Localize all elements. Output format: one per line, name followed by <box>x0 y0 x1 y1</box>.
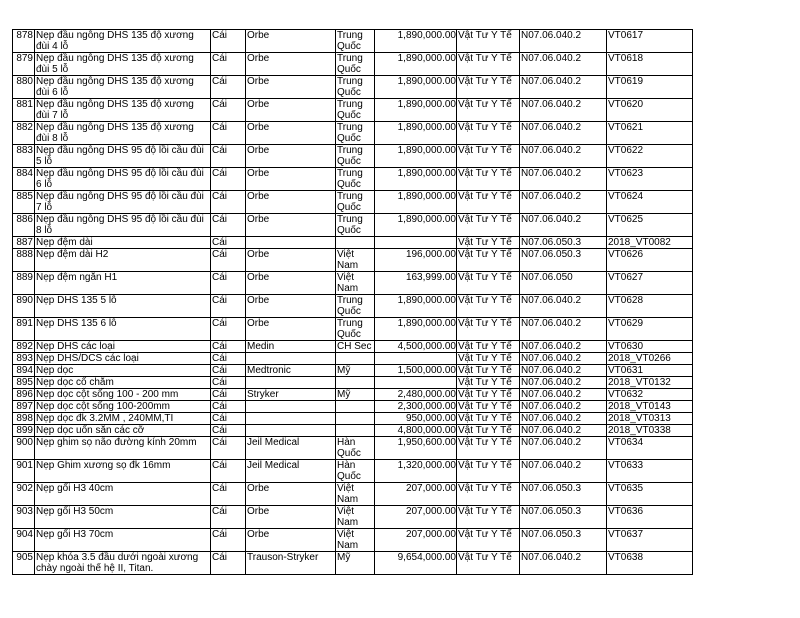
item-name: Nẹp gối H3 50cm <box>35 506 211 529</box>
unit-cell: Cái <box>211 460 246 483</box>
table-row <box>13 191 693 214</box>
table-row <box>13 483 693 506</box>
category-cell: Vật Tư Y Tế <box>457 99 520 122</box>
item-id-cell: 2018_VT0143 <box>607 401 693 413</box>
table-row <box>13 53 693 76</box>
item-name: Nẹp đầu ngỗng DHS 135 độ xương đùi 8 lỗ <box>35 122 211 145</box>
unit-cell: Cái <box>211 30 246 53</box>
category-cell: Vật Tư Y Tế <box>457 413 520 425</box>
item-name: Nẹp dọc cột sống 100 - 200 mm <box>35 389 211 401</box>
brand-cell: Orbe <box>246 318 336 341</box>
unit-cell: Cái <box>211 249 246 272</box>
unit-cell: Cái <box>211 99 246 122</box>
origin-cell: Trung Quốc <box>336 295 375 318</box>
origin-cell: Trung Quốc <box>336 318 375 341</box>
brand-cell <box>246 413 336 425</box>
price-cell: 4,500,000.00 <box>375 341 457 353</box>
table-row <box>13 529 693 552</box>
item-id-cell: VT0625 <box>607 214 693 237</box>
table-row <box>13 413 693 425</box>
row-number: 885 <box>13 191 35 214</box>
code-cell: N07.06.040.2 <box>520 30 607 53</box>
price-cell: 2,480,000.00 <box>375 389 457 401</box>
item-name: Nẹp ghim sọ não đường kính 20mm <box>35 437 211 460</box>
unit-cell: Cái <box>211 318 246 341</box>
item-id-cell: VT0634 <box>607 437 693 460</box>
origin-cell <box>336 413 375 425</box>
row-number: 891 <box>13 318 35 341</box>
origin-cell: Trung Quốc <box>336 122 375 145</box>
price-cell: 1,890,000.00 <box>375 122 457 145</box>
category-cell: Vật Tư Y Tế <box>457 460 520 483</box>
unit-cell: Cái <box>211 272 246 295</box>
price-cell: 9,654,000.00 <box>375 552 457 575</box>
price-cell: 1,890,000.00 <box>375 145 457 168</box>
item-id-cell: VT0627 <box>607 272 693 295</box>
price-cell: 1,890,000.00 <box>375 214 457 237</box>
row-number: 879 <box>13 53 35 76</box>
unit-cell: Cái <box>211 122 246 145</box>
table-row <box>13 249 693 272</box>
item-name: Nẹp DHS các loại <box>35 341 211 353</box>
brand-cell: Orbe <box>246 249 336 272</box>
brand-cell <box>246 353 336 365</box>
row-number: 878 <box>13 30 35 53</box>
item-id-cell: 2018_VT0266 <box>607 353 693 365</box>
brand-cell: Trauson-Stryker <box>246 552 336 575</box>
unit-cell: Cái <box>211 401 246 413</box>
origin-cell: Trung Quốc <box>336 191 375 214</box>
category-cell: Vật Tư Y Tế <box>457 249 520 272</box>
origin-cell <box>336 377 375 389</box>
origin-cell: Trung Quốc <box>336 99 375 122</box>
category-cell: Vật Tư Y Tế <box>457 365 520 377</box>
origin-cell <box>336 353 375 365</box>
item-id-cell: 2018_VT0338 <box>607 425 693 437</box>
category-cell: Vật Tư Y Tế <box>457 506 520 529</box>
price-cell: 1,890,000.00 <box>375 295 457 318</box>
origin-cell: Hàn Quốc <box>336 437 375 460</box>
category-cell: Vật Tư Y Tế <box>457 552 520 575</box>
category-cell: Vật Tư Y Tế <box>457 529 520 552</box>
item-name: Nẹp DHS/DCS các loại <box>35 353 211 365</box>
origin-cell: Việt Nam <box>336 529 375 552</box>
category-cell: Vật Tư Y Tế <box>457 437 520 460</box>
row-number: 894 <box>13 365 35 377</box>
origin-cell: Mỹ <box>336 389 375 401</box>
origin-cell: Việt Nam <box>336 483 375 506</box>
row-number: 888 <box>13 249 35 272</box>
category-cell: Vật Tư Y Tế <box>457 425 520 437</box>
category-cell: Vật Tư Y Tế <box>457 145 520 168</box>
unit-cell: Cái <box>211 168 246 191</box>
brand-cell: Jeil Medical <box>246 437 336 460</box>
origin-cell <box>336 401 375 413</box>
row-number: 881 <box>13 99 35 122</box>
item-id-cell: VT0629 <box>607 318 693 341</box>
item-id-cell: VT0631 <box>607 365 693 377</box>
item-id-cell: VT0622 <box>607 145 693 168</box>
item-name: Nẹp đầu ngỗng DHS 135 độ xương đùi 6 lỗ <box>35 76 211 99</box>
item-name: Nẹp đầu ngỗng DHS 95 độ lồi cầu đùi 6 lỗ <box>35 168 211 191</box>
price-cell: 207,000.00 <box>375 483 457 506</box>
brand-cell: Orbe <box>246 483 336 506</box>
code-cell: N07.06.040.2 <box>520 425 607 437</box>
row-number: 890 <box>13 295 35 318</box>
code-cell: N07.06.040.2 <box>520 76 607 99</box>
row-number: 884 <box>13 168 35 191</box>
item-id-cell: 2018_VT0313 <box>607 413 693 425</box>
unit-cell: Cái <box>211 191 246 214</box>
table-row <box>13 365 693 377</box>
item-id-cell: VT0635 <box>607 483 693 506</box>
code-cell: N07.06.040.2 <box>520 99 607 122</box>
unit-cell: Cái <box>211 552 246 575</box>
item-id-cell: VT0638 <box>607 552 693 575</box>
brand-cell: Orbe <box>246 30 336 53</box>
unit-cell: Cái <box>211 237 246 249</box>
item-id-cell: VT0624 <box>607 191 693 214</box>
item-name: Nẹp đệm dài H2 <box>35 249 211 272</box>
price-cell: 207,000.00 <box>375 506 457 529</box>
origin-cell <box>336 425 375 437</box>
code-cell: N07.06.040.2 <box>520 214 607 237</box>
unit-cell: Cái <box>211 365 246 377</box>
item-name: Nẹp Ghim xương sọ đk 16mm <box>35 460 211 483</box>
unit-cell: Cái <box>211 413 246 425</box>
table-row <box>13 272 693 295</box>
item-name: Nẹp đệm dài <box>35 237 211 249</box>
code-cell: N07.06.040.2 <box>520 401 607 413</box>
origin-cell: CH Sec <box>336 341 375 353</box>
brand-cell: Orbe <box>246 529 336 552</box>
category-cell: Vật Tư Y Tế <box>457 377 520 389</box>
brand-cell: Orbe <box>246 53 336 76</box>
category-cell: Vật Tư Y Tế <box>457 76 520 99</box>
item-id-cell: VT0630 <box>607 341 693 353</box>
code-cell: N07.06.040.2 <box>520 295 607 318</box>
table-row <box>13 145 693 168</box>
item-name: Nẹp đầu ngỗng DHS 135 độ xương đùi 7 lỗ <box>35 99 211 122</box>
row-number: 893 <box>13 353 35 365</box>
row-number: 887 <box>13 237 35 249</box>
item-id-cell: VT0620 <box>607 99 693 122</box>
row-number: 901 <box>13 460 35 483</box>
brand-cell: Orbe <box>246 122 336 145</box>
code-cell: N07.06.040.2 <box>520 377 607 389</box>
unit-cell: Cái <box>211 377 246 389</box>
row-number: 892 <box>13 341 35 353</box>
brand-cell: Orbe <box>246 506 336 529</box>
origin-cell: Trung Quốc <box>336 168 375 191</box>
item-name: Nẹp đầu ngỗng DHS 95 độ lồi cầu đùi 5 lỗ <box>35 145 211 168</box>
origin-cell: Trung Quốc <box>336 145 375 168</box>
item-id-cell: VT0637 <box>607 529 693 552</box>
origin-cell: Mỹ <box>336 365 375 377</box>
origin-cell: Hàn Quốc <box>336 460 375 483</box>
price-cell: 2,300,000.00 <box>375 401 457 413</box>
code-cell: N07.06.040.2 <box>520 437 607 460</box>
table-row <box>13 318 693 341</box>
table-row <box>13 122 693 145</box>
brand-cell: Orbe <box>246 145 336 168</box>
price-cell: 196,000.00 <box>375 249 457 272</box>
code-cell: N07.06.040.2 <box>520 145 607 168</box>
unit-cell: Cái <box>211 341 246 353</box>
table-row <box>13 237 693 249</box>
code-cell: N07.06.040.2 <box>520 353 607 365</box>
code-cell: N07.06.040.2 <box>520 389 607 401</box>
item-id-cell: VT0628 <box>607 295 693 318</box>
product-price-table <box>12 29 693 575</box>
item-name: Nẹp đầu ngỗng DHS 95 độ lồi cầu đùi 8 lỗ <box>35 214 211 237</box>
price-cell: 4,800,000.00 <box>375 425 457 437</box>
category-cell: Vật Tư Y Tế <box>457 341 520 353</box>
item-name: Nẹp khóa 3.5 đầu dưới ngoài xương chày ngoài thế hệ II, Titan. <box>35 552 211 575</box>
price-cell <box>375 353 457 365</box>
table-row <box>13 99 693 122</box>
row-number: 883 <box>13 145 35 168</box>
code-cell: N07.06.040.2 <box>520 341 607 353</box>
table-body <box>13 30 693 575</box>
unit-cell: Cái <box>211 506 246 529</box>
code-cell: N07.06.040.2 <box>520 122 607 145</box>
item-id-cell: VT0618 <box>607 53 693 76</box>
table-row <box>13 295 693 318</box>
price-cell <box>375 377 457 389</box>
origin-cell <box>336 237 375 249</box>
category-cell: Vật Tư Y Tế <box>457 295 520 318</box>
brand-cell: Orbe <box>246 272 336 295</box>
table-row <box>13 401 693 413</box>
row-number: 896 <box>13 389 35 401</box>
brand-cell <box>246 425 336 437</box>
category-cell: Vật Tư Y Tế <box>457 191 520 214</box>
row-number: 898 <box>13 413 35 425</box>
row-number: 903 <box>13 506 35 529</box>
category-cell: Vật Tư Y Tế <box>457 168 520 191</box>
item-id-cell: VT0632 <box>607 389 693 401</box>
code-cell: N07.06.040.2 <box>520 191 607 214</box>
brand-cell: Orbe <box>246 295 336 318</box>
price-cell: 1,890,000.00 <box>375 168 457 191</box>
brand-cell: Jeil Medical <box>246 460 336 483</box>
row-number: 905 <box>13 552 35 575</box>
unit-cell: Cái <box>211 425 246 437</box>
brand-cell: Orbe <box>246 214 336 237</box>
category-cell: Vật Tư Y Tế <box>457 237 520 249</box>
origin-cell: Mỹ <box>336 552 375 575</box>
category-cell: Vật Tư Y Tế <box>457 272 520 295</box>
code-cell: N07.06.040.2 <box>520 53 607 76</box>
category-cell: Vật Tư Y Tế <box>457 53 520 76</box>
table-row <box>13 214 693 237</box>
category-cell: Vật Tư Y Tế <box>457 389 520 401</box>
item-id-cell: 2018_VT0082 <box>607 237 693 249</box>
price-cell: 1,890,000.00 <box>375 53 457 76</box>
item-name: Nẹp dọc uốn sẵn các cỡ <box>35 425 211 437</box>
category-cell: Vật Tư Y Tế <box>457 483 520 506</box>
unit-cell: Cái <box>211 353 246 365</box>
brand-cell: Medtronic <box>246 365 336 377</box>
origin-cell: Trung Quốc <box>336 76 375 99</box>
item-id-cell: VT0623 <box>607 168 693 191</box>
table-row <box>13 30 693 53</box>
brand-cell <box>246 401 336 413</box>
brand-cell: Orbe <box>246 76 336 99</box>
brand-cell: Stryker <box>246 389 336 401</box>
code-cell: N07.06.050.3 <box>520 483 607 506</box>
item-name: Nẹp đầu ngỗng DHS 135 độ xương đùi 4 lỗ <box>35 30 211 53</box>
row-number: 897 <box>13 401 35 413</box>
category-cell: Vật Tư Y Tế <box>457 30 520 53</box>
price-cell: 1,890,000.00 <box>375 30 457 53</box>
item-name: Nẹp DHS 135 6 lỗ <box>35 318 211 341</box>
origin-cell: Trung Quốc <box>336 214 375 237</box>
category-cell: Vật Tư Y Tế <box>457 318 520 341</box>
origin-cell: Trung Quốc <box>336 53 375 76</box>
item-name: Nẹp gối H3 70cm <box>35 529 211 552</box>
brand-cell <box>246 377 336 389</box>
price-cell <box>375 237 457 249</box>
brand-cell: Orbe <box>246 168 336 191</box>
code-cell: N07.06.040.2 <box>520 413 607 425</box>
price-cell: 1,890,000.00 <box>375 76 457 99</box>
origin-cell: Trung Quốc <box>336 30 375 53</box>
table-row <box>13 76 693 99</box>
price-cell: 1,500,000.00 <box>375 365 457 377</box>
category-cell: Vật Tư Y Tế <box>457 122 520 145</box>
brand-cell: Orbe <box>246 99 336 122</box>
row-number: 889 <box>13 272 35 295</box>
item-name: Nẹp đầu ngỗng DHS 135 độ xương đùi 5 lỗ <box>35 53 211 76</box>
row-number: 882 <box>13 122 35 145</box>
unit-cell: Cái <box>211 53 246 76</box>
price-cell: 163,999.00 <box>375 272 457 295</box>
unit-cell: Cái <box>211 483 246 506</box>
unit-cell: Cái <box>211 529 246 552</box>
category-cell: Vật Tư Y Tế <box>457 214 520 237</box>
price-cell: 1,890,000.00 <box>375 318 457 341</box>
category-cell: Vật Tư Y Tế <box>457 353 520 365</box>
unit-cell: Cái <box>211 389 246 401</box>
table-row <box>13 353 693 365</box>
unit-cell: Cái <box>211 214 246 237</box>
item-name: Nẹp dọc cổ chắm <box>35 377 211 389</box>
table-row <box>13 377 693 389</box>
table-row <box>13 425 693 437</box>
price-cell: 1,950,600.00 <box>375 437 457 460</box>
row-number: 902 <box>13 483 35 506</box>
item-id-cell: VT0619 <box>607 76 693 99</box>
code-cell: N07.06.040.2 <box>520 168 607 191</box>
item-id-cell: VT0636 <box>607 506 693 529</box>
price-cell: 950,000.00 <box>375 413 457 425</box>
origin-cell: Việt Nam <box>336 506 375 529</box>
unit-cell: Cái <box>211 76 246 99</box>
row-number: 895 <box>13 377 35 389</box>
code-cell: N07.06.050.3 <box>520 506 607 529</box>
item-id-cell: VT0633 <box>607 460 693 483</box>
table-row <box>13 168 693 191</box>
item-name: Nẹp dọc <box>35 365 211 377</box>
price-cell: 1,890,000.00 <box>375 191 457 214</box>
code-cell: N07.06.040.2 <box>520 552 607 575</box>
item-name: Nẹp gối H3 40cm <box>35 483 211 506</box>
code-cell: N07.06.050.3 <box>520 529 607 552</box>
table-row <box>13 460 693 483</box>
item-id-cell: VT0626 <box>607 249 693 272</box>
item-name: Nẹp DHS 135 5 lỗ <box>35 295 211 318</box>
origin-cell: Việt Nam <box>336 249 375 272</box>
item-id-cell: 2018_VT0132 <box>607 377 693 389</box>
code-cell: N07.06.040.2 <box>520 318 607 341</box>
item-name: Nẹp đệm ngắn H1 <box>35 272 211 295</box>
unit-cell: Cái <box>211 295 246 318</box>
item-id-cell: VT0617 <box>607 30 693 53</box>
item-id-cell: VT0621 <box>607 122 693 145</box>
unit-cell: Cái <box>211 437 246 460</box>
row-number: 904 <box>13 529 35 552</box>
table-row <box>13 506 693 529</box>
table-row <box>13 437 693 460</box>
price-cell: 207,000.00 <box>375 529 457 552</box>
row-number: 886 <box>13 214 35 237</box>
table-row <box>13 552 693 575</box>
code-cell: N07.06.050.3 <box>520 249 607 272</box>
price-cell: 1,320,000.00 <box>375 460 457 483</box>
table-row <box>13 389 693 401</box>
unit-cell: Cái <box>211 145 246 168</box>
table-row <box>13 341 693 353</box>
brand-cell <box>246 237 336 249</box>
row-number: 900 <box>13 437 35 460</box>
price-cell: 1,890,000.00 <box>375 99 457 122</box>
item-name: Nẹp đầu ngỗng DHS 95 độ lồi cầu đùi 7 lỗ <box>35 191 211 214</box>
origin-cell: Việt Nam <box>336 272 375 295</box>
item-name: Nẹp dọc cột sống 100-200mm <box>35 401 211 413</box>
code-cell: N07.06.050 <box>520 272 607 295</box>
item-name: Nẹp dọc đk 3.2MM , 240MM,TI <box>35 413 211 425</box>
code-cell: N07.06.040.2 <box>520 365 607 377</box>
brand-cell: Medin <box>246 341 336 353</box>
code-cell: N07.06.050.3 <box>520 237 607 249</box>
category-cell: Vật Tư Y Tế <box>457 401 520 413</box>
code-cell: N07.06.040.2 <box>520 460 607 483</box>
row-number: 880 <box>13 76 35 99</box>
row-number: 899 <box>13 425 35 437</box>
brand-cell: Orbe <box>246 191 336 214</box>
